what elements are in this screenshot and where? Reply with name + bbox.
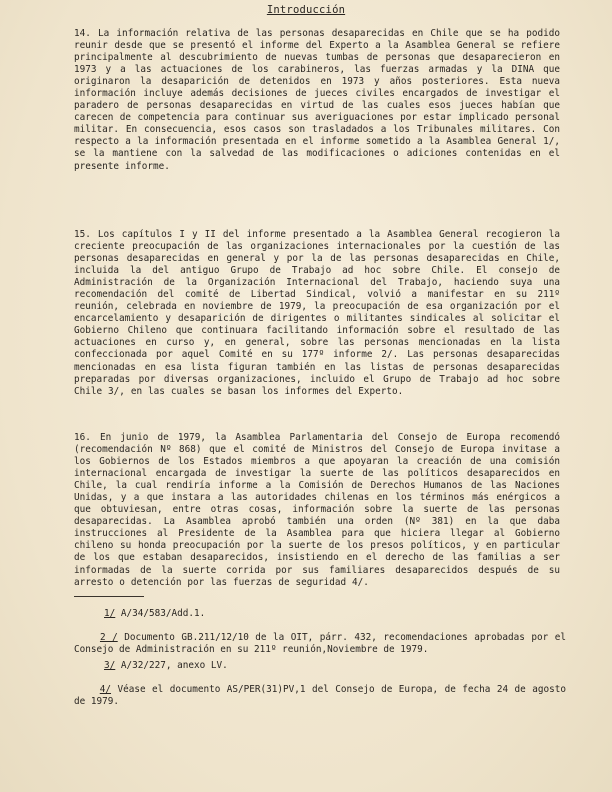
footnote-2 <box>74 632 566 656</box>
footnote-3-mark: 3/ <box>104 660 116 671</box>
footnote-divider <box>74 596 144 597</box>
footnote-4 <box>74 684 566 708</box>
footnote-1-text: A/34/583/Add.1. <box>120 608 206 619</box>
footnote-2-text: Documento GB.211/12/10 de la OIT, párr. 432, recomendaciones aprobadas por el Consejo de Administración en su 211º reunión,Noviembre de 1979. <box>74 632 566 655</box>
section-heading: Introducción <box>266 4 346 16</box>
footnote-3-text: A/32/227, anexo LV. <box>120 660 228 671</box>
paragraph-14: 14. La información relativa de las personas desaparecidas en Chile que se ha podido reunir desde que se presentó el informe del Experto a la Asamblea General se refiere principalmente al descubrimiento de nuevas tumbas de personas que desaparecieron en 1973 y a las actuaciones de los carabineros, las fuerzas armadas y la DINA que originaron la desaparición de detenidos en 1973 y años posteriores. Esta nueva información incluye además decisiones de jueces civiles encargados de investigar el paradero de personas desaparecidas en virtud de las cuales esos jueces habían que carecen de competencia para continuar sus averiguaciones por estar implicado personal militar. En consecuencia, esos casos son trasladados a los Tribunales militares. Con respecto a la información presentada en el informe sometido a la Asamblea General 1/, se la mantiene con la salvedad de las modificaciones o adiciones contenidas en el presente informe. <box>74 28 560 172</box>
footnote-1 <box>104 608 205 620</box>
footnote-1-mark: 1/ <box>104 608 116 619</box>
paragraph-15: 15. Los capítulos I y II del informe presentado a la Asamblea General recogieron la creciente preocupación de las organizaciones internacionales por la cuestión de las personas desaparecidas en general y por la de las personas desaparecidas en Chile, incluida la del antiguo Grupo de Trabajo ad hoc sobre Chile. El consejo de Administración de la Organización Internacional del Trabajo, haciendo suya una recomendación del comité de Libertad Sindical, volvió a manifestar en su 211º reunión, celebrada en noviembre de 1979, la preocupación de esa organización por el encarcelamiento y desaparición de dirigentes o militantes sindicales al solicitar el Gobierno Chileno que continuara facilitando información sobre el resultado de las actuaciones en curso y, en general, sobre las personas mencionadas en la lista confeccionada por aquel Comité en su 177º informe 2/. Las personas desaparecidas mencionadas en esa lista figuran también en las listas de personas desaparecidas preparadas por diversas organizaciones, incluido el Grupo de Trabajo ad hoc sobre Chile 3/, en las cuales se basan los informes del Experto. <box>74 229 560 397</box>
footnote-4-text: Véase el documento AS/PER(31)PV,1 del Consejo de Europa, de fecha 24 de agosto de 1979. <box>74 684 566 707</box>
footnote-2-mark: 2 / <box>99 632 118 643</box>
footnote-3 <box>104 660 228 672</box>
paragraph-16: 16. En junio de 1979, la Asamblea Parlamentaria del Consejo de Europa recomendó (recomendación Nº 868) que el comité de Ministros del Consejo de Europa invitase a los Gobiernos de los Estados miembros a que apoyaran la creación de una comisión internacional encargada de investigar la suerte de las políticos desaparecidos en Chile, la cual rendiría informe a la Comisión de Derechos Humanos de las Naciones Unidas, y a que instara a las autoridades chilenas en los términos más enérgicos a que obtuviesan, entre otras cosas, información sobre la suerte de las personas desaparecidas. La Asamblea aprobó también una orden (Nº 381) en la que daba instrucciones al Presidente de la Asamblea para que hiciera llegar al Gobierno chileno su honda preocupación por la suerte de los presos políticos, y en particular de los que estaban desaparecidos, insistiendo en el derecho de las familias a ser informadas de la suerte corrida por sus familiares desaparecidos después de su arresto o detención por las fuerzas de seguridad 4/. <box>74 432 560 588</box>
footnote-4-mark: 4/ <box>99 684 112 695</box>
